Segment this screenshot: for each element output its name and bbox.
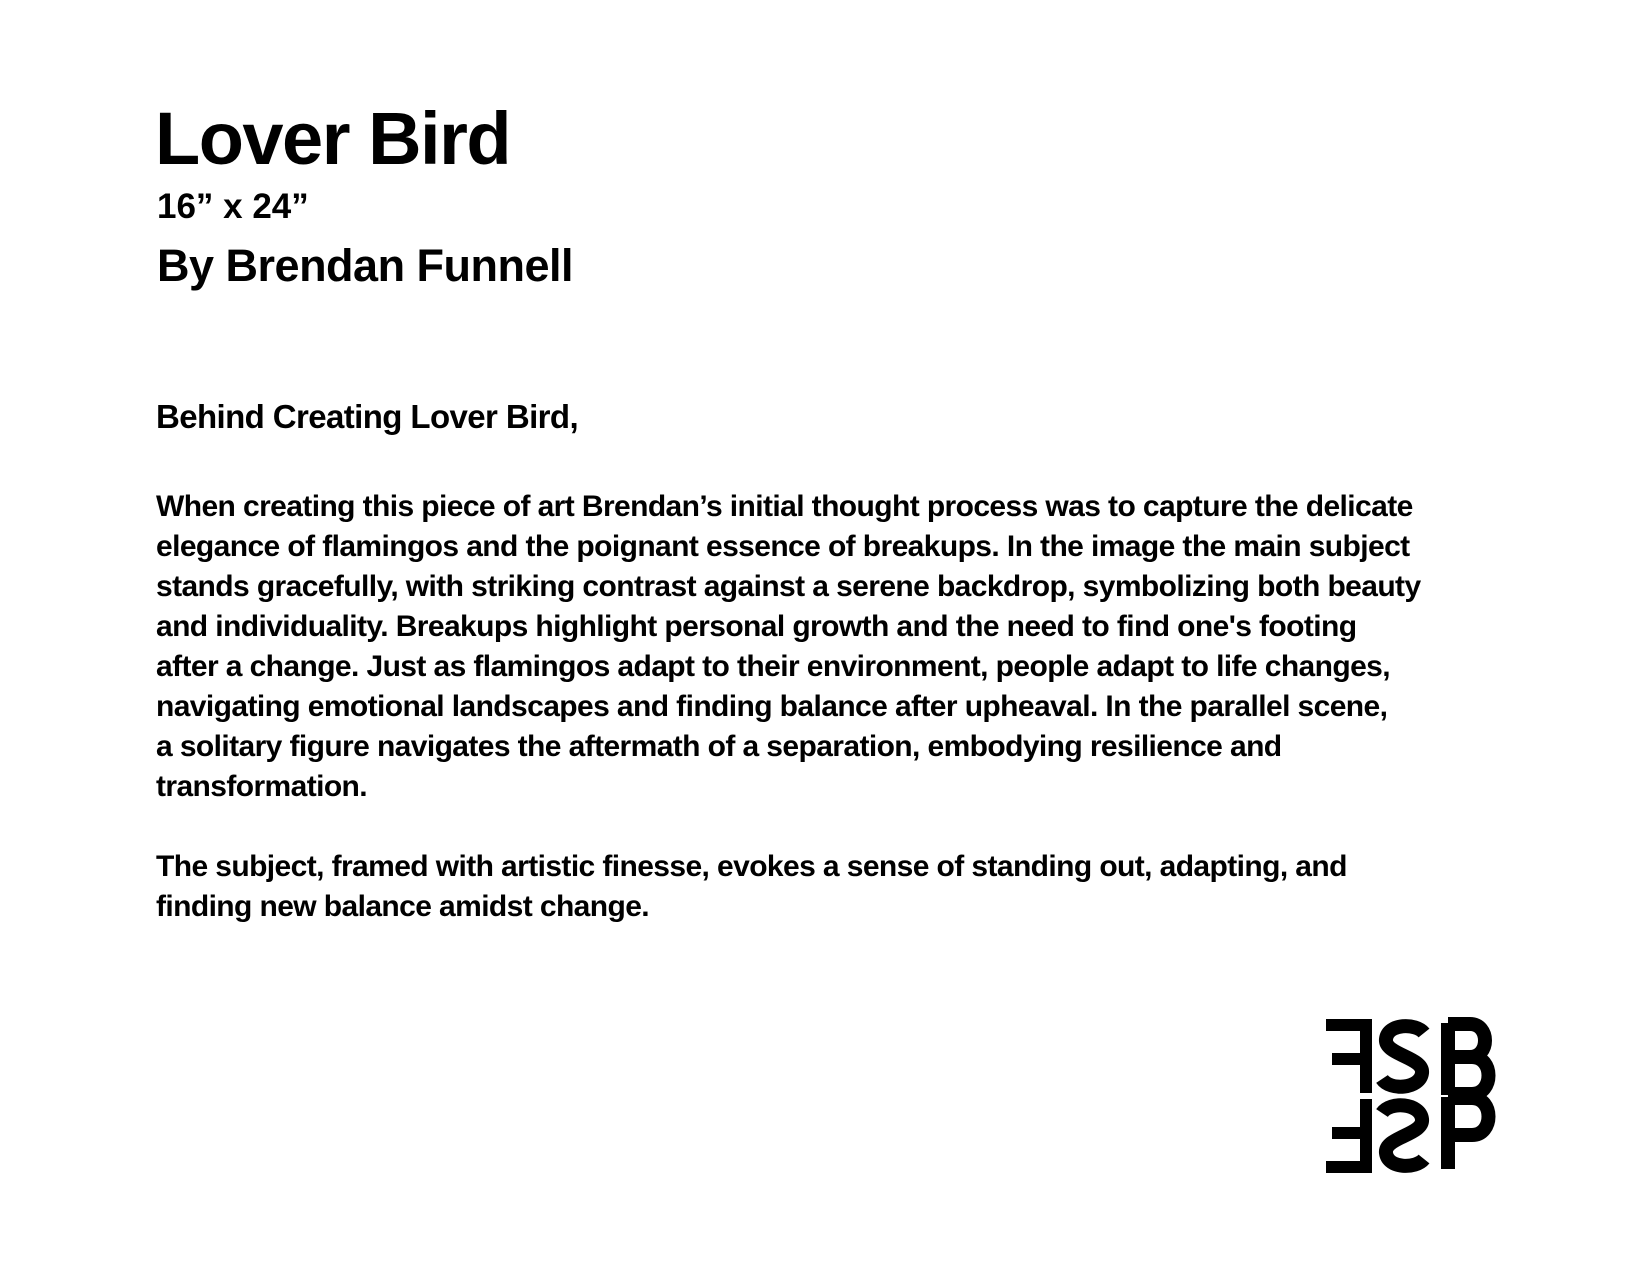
paragraph-line: finding new balance amidst change. — [156, 890, 650, 923]
fsb-monogram-logo-icon — [1324, 1017, 1496, 1175]
logo-bottom-p-mark — [1448, 1097, 1489, 1169]
paragraph-line: after a change. Just as flamingos adapt to their environment, people adapt to life changes, — [156, 650, 1390, 683]
paragraph-line: and individuality. Breakups highlight personal growth and the need to find one's footing — [156, 610, 1357, 643]
paragraph-line: navigating emotional landscapes and finding balance after upheaval. In the parallel scene, — [156, 690, 1388, 723]
statement-paragraph-1 — [156, 487, 1556, 807]
artwork-title: Lover Bird — [155, 97, 511, 180]
logo-bottom-f-mark — [1326, 1099, 1372, 1167]
logo-top-s-mark — [1382, 1026, 1424, 1087]
paragraph-line: a solitary figure navigates the aftermath of a separation, embodying resilience and — [156, 730, 1282, 763]
paragraph-line: When creating this piece of art Brendan’s initial thought process was to capture the delicate — [156, 490, 1413, 523]
paragraph-line: stands gracefully, with striking contrast against a serene backdrop, symbolizing both beauty — [156, 570, 1421, 603]
logo-top-b-mark — [1448, 1023, 1489, 1095]
statement-heading: Behind Creating Lover Bird, — [156, 398, 579, 435]
statement-paragraph-2 — [156, 847, 1556, 927]
artwork-author: By Brendan Funnell — [157, 240, 574, 291]
logo-top-f-mark — [1326, 1025, 1372, 1093]
paragraph-line: elegance of flamingos and the poignant essence of breakups. In the image the main subject — [156, 530, 1410, 563]
logo-bottom-s-mark — [1382, 1105, 1424, 1166]
artwork-dimensions: 16” x 24” — [157, 187, 309, 226]
paragraph-line: The subject, framed with artistic finesse, evokes a sense of standing out, adapting, and — [156, 850, 1347, 883]
paragraph-line: transformation. — [156, 770, 368, 803]
